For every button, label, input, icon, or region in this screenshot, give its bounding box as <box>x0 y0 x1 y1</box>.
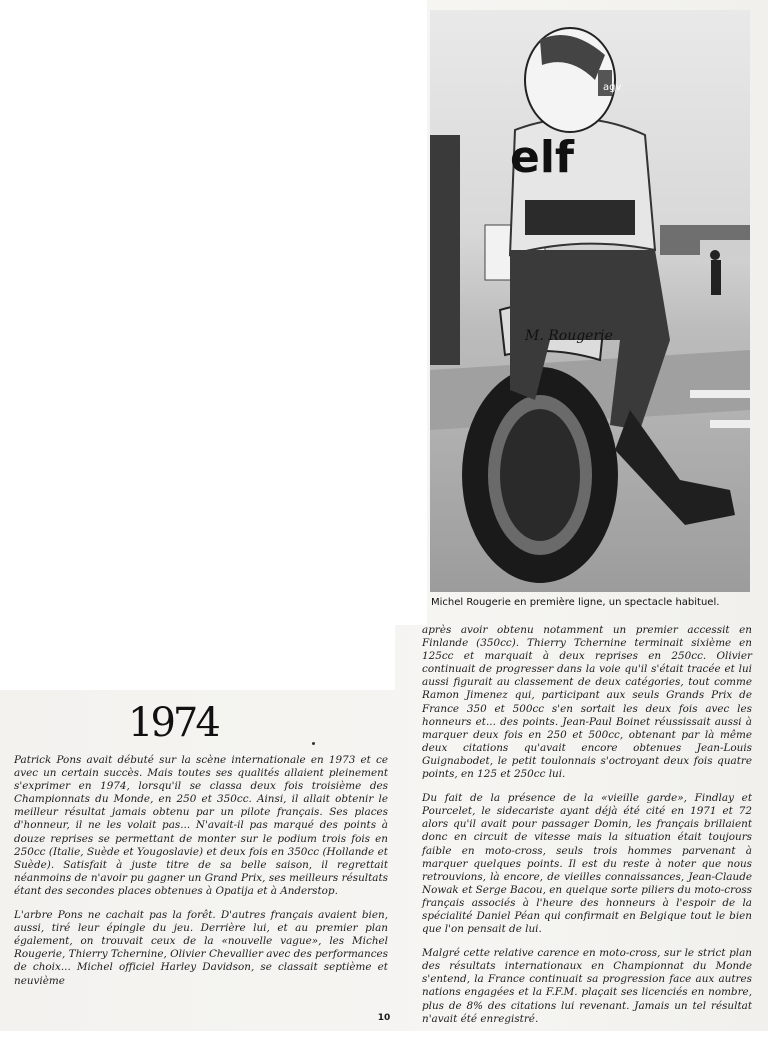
paragraph: Patrick Pons avait débuté sur la scène internationale en 1973 et ce avec un certain succès. Mais toutes ses qualités allaient pleinement s'exprimer en 1974, lorsqu'il se classa deux fois troisième des Championnats du Monde, en 250 et 350cc. Ainsi, il allait obtenir le meilleur résultat jamais obtenu par un pilote français. Ses places d'honneur, il ne les volait pas... N'avait-il pas marqué des points à douze reprises se permettant de monter sur le podium trois fois en 250cc (Italie, Suède et Yougoslavie) et deux fois en 350cc (Hollande et Suède). Satisfait à juste titre de sa belle saison, il regrettait néanmoins de n'avoir pu gagner un Grand Prix, ses meilleurs résultats étant des secondes places obtenues à Opatija et à Anderstop. <box>14 754 388 897</box>
blank-area <box>0 0 395 690</box>
paragraph: L'arbre Pons ne cachait pas la forêt. D'autres français avaient bien, aussi, tiré leur épingle du jeu. Derrière lui, et au premier plan également, on trouvait ceux de la «nouvelle vague», les Michel Rougerie, Thierry Tchernine, Olivier Chevallier avec des performances de choix... Michel officiel Harley Davidson, se classait septième et neuvième <box>14 909 388 987</box>
photo-caption: Michel Rougerie en première ligne, un spectacle habituel. <box>431 597 720 608</box>
year-heading: 1974 <box>128 700 218 746</box>
decorative-dot <box>312 742 315 745</box>
blank-gutter <box>395 0 427 625</box>
motorcycle-photo <box>430 10 750 592</box>
helmet-brand: agv <box>603 82 622 93</box>
paragraph: Malgré cette relative carence en moto-cross, sur le strict plan des résultats internationaux en Championnat du Monde s'entend, la France continuait sa progression face aux autres nations engagées et la F.F.M. plaçait ses licenciés en nombre, plus de 8% des citations lui revenant. Jamais un tel résultat n'avait été enregistré. <box>422 947 752 1025</box>
jacket-logo: elf <box>510 132 575 183</box>
left-column <box>14 754 388 999</box>
paragraph: Du fait de la présence de la «vieille garde», Findlay et Pourcelet, le sidecariste ayant déjà été cité en 1971 et 72 alors qu'il avait pour passager Domin, les français brillaient donc en circuit de vitesse mais la situation était toujours faible en moto-cross, seuls trois hommes parvenant à marquer quelques points. Il est du reste à noter que nous retrouvions, là encore, de vieilles connaissances, Jean-Claude Nowak et Serge Bacou, en quelque sorte piliers du moto-cross français associés à l'heure des honneurs à l'espoir de la spécialité Daniel Péan qui confirmait en Belgique tout le bien que l'on pensait de lui. <box>422 792 752 936</box>
page-number: 10 <box>377 1013 391 1023</box>
fairing-name: M. Rougerie <box>525 328 613 344</box>
right-column <box>422 624 752 1037</box>
paragraph: après avoir obtenu notamment un premier accessit en Finlande (350cc). Thierry Tchernine terminait sixième en 125cc et marquait à deux reprises en 250cc. Olivier continuait de progresser dans la voie qu'il s'était tracée et lui aussi figurait au classement de deux catégories, tout comme Ramon Jimenez qui, participant aux seuls Grands Prix de France 350 et 500cc s'en sortait les deux fois avec les honneurs et... des points. Jean-Paul Boinet réussissait aussi à marquer deux fois en 250 et 500cc, obtenant par là même deux citations qu'avait encore obtenues Jean-Louis Guignabodet, le petit toulonnais s'octroyant deux fois quatre points, en 125 et 250cc lui. <box>422 624 752 781</box>
